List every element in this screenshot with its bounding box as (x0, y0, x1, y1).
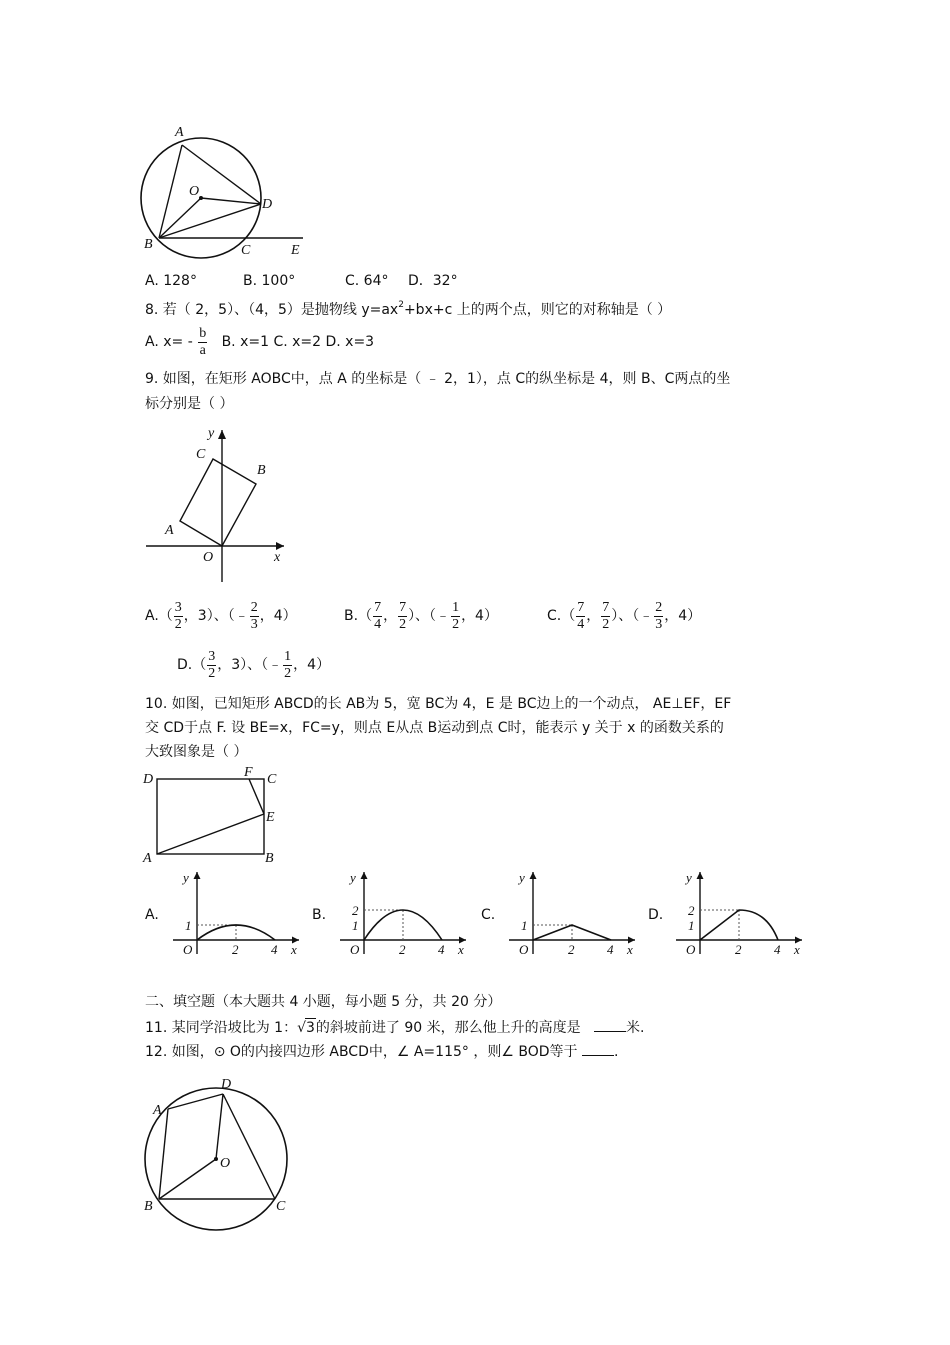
txt: （ (192, 657, 207, 673)
frac-den: 2 (452, 616, 460, 632)
frac-num: 7 (399, 599, 407, 615)
txt: ，4） (461, 608, 498, 624)
frac-den: 2 (399, 616, 407, 632)
txt: ，3）、（﹣ (217, 657, 283, 673)
tick-label: 4 (774, 942, 781, 956)
origin-label: O (519, 942, 529, 956)
fraction (373, 600, 382, 633)
q10-option-label: C. (481, 907, 496, 923)
axis-label-y: y (519, 870, 525, 885)
q9-option-b (344, 596, 498, 636)
opt-label: C. (547, 608, 562, 624)
q8-stem-text-2: +bx+c 上的两个点，则它的对称轴是（ ） (403, 302, 672, 318)
q9-option-d (177, 645, 330, 685)
label-E: E (266, 810, 275, 825)
frac-den: 2 (174, 616, 182, 632)
q7-circle-figure (135, 118, 315, 263)
label-D: D (143, 772, 154, 787)
frac-num: 1 (284, 648, 292, 664)
q10-line3: 大致图象是（ ） (145, 744, 248, 760)
txt: ，4） (293, 657, 331, 673)
q10-graph (332, 868, 472, 956)
axis-label-y: y (686, 870, 692, 885)
fraction (576, 600, 585, 633)
q10-option-label: B. (312, 907, 327, 923)
fraction (398, 600, 407, 633)
label-O: O (220, 1156, 231, 1171)
frac-num: 7 (374, 599, 382, 615)
fraction (654, 600, 663, 633)
q10-graph (668, 868, 808, 956)
opt-label: D. (177, 657, 193, 673)
frac-num: 3 (208, 648, 216, 664)
fraction (174, 600, 183, 633)
label-O: O (203, 550, 214, 565)
q12-circle-figure (135, 1064, 300, 1234)
frac-num: 2 (250, 599, 258, 615)
tick-label: 2 (568, 942, 575, 956)
q10-graph (165, 868, 305, 956)
fraction (283, 649, 292, 682)
txt: ）、（﹣ (611, 608, 654, 624)
y-axis-arrow (530, 872, 537, 879)
axis-label-x: x (627, 942, 633, 956)
origin-label: O (350, 942, 360, 956)
q8-stem (145, 296, 671, 319)
frac-den: 3 (655, 616, 663, 632)
tick-label: 2 (735, 942, 742, 956)
tick-label: 1 (185, 918, 192, 933)
q11-tail: 米. (626, 1020, 645, 1036)
axis-x: x (274, 550, 281, 565)
fraction (207, 649, 216, 682)
answer-blank[interactable] (594, 1019, 626, 1032)
label-C: C (276, 1199, 286, 1214)
q12-tail: . (613, 1044, 619, 1060)
q8-fraction (198, 326, 207, 359)
q9-stem-line2: 标分别是（ ） (145, 396, 234, 412)
q9-stem-line1: 9. 如图，在矩形 AOBC中，点 A 的坐标是（ ﹣ 2，1），点 C的纵坐标是 4，则 B、C两点的坐 (145, 371, 731, 387)
frac-den: 2 (602, 616, 610, 632)
label-B: B (144, 1199, 153, 1214)
q7-option-d: D．32° (408, 273, 458, 289)
tick-label: 2 (399, 942, 406, 956)
label-F: F (244, 765, 253, 780)
label-D: D (221, 1077, 232, 1092)
q7-option-b: B. 100° (243, 273, 296, 289)
txt: ，4） (664, 608, 702, 624)
frac-den: 4 (374, 616, 382, 632)
q10-option-label: A. (145, 907, 159, 923)
q9-option-a (145, 596, 297, 636)
tick-label: 2 (352, 903, 359, 918)
label-C: C (196, 447, 206, 462)
txt: （ (561, 608, 576, 624)
axis-label-x: x (794, 942, 800, 956)
axis-label-x: x (458, 942, 464, 956)
y-axis-arrow (697, 872, 704, 879)
frac-den: 2 (208, 665, 216, 681)
origin-label: O (686, 942, 696, 956)
txt: ， (383, 608, 398, 624)
q11 (145, 1018, 644, 1037)
frac-den: a (199, 342, 206, 358)
q9-option-c (547, 596, 701, 636)
frac-num: 2 (655, 599, 663, 615)
frac-num: 7 (577, 599, 585, 615)
tick-label: 4 (607, 942, 614, 956)
origin-label: O (183, 942, 193, 956)
label-A: A (175, 125, 184, 140)
sqrt-symbol: √ (297, 1020, 306, 1036)
q8-stem-text: 8. 若（ 2，5）、（4，5）是抛物线 y=ax (145, 302, 399, 318)
txt: ， (586, 608, 601, 624)
label-A: A (153, 1103, 162, 1118)
tick-label: 2 (688, 903, 695, 918)
q11-text-2: 的斜坡前进了 90 米，那么他上升的高度是 (315, 1020, 581, 1036)
frac-num: 7 (602, 599, 610, 615)
label-E: E (291, 243, 300, 258)
section-2-title: 二、填空题（本大题共 4 小题，每小题 5 分，共 20 分） (145, 994, 502, 1010)
q10-line1: 10. 如图，已知矩形 ABCD的长 AB为 5，宽 BC为 4，E 是 BC边上的一个动点， AE⊥EF，EF (145, 696, 732, 712)
label-A: A (165, 523, 174, 538)
fraction (250, 600, 259, 633)
q8-exponent: 2 (398, 300, 404, 310)
q7-option-a: A. 128° (145, 273, 197, 289)
answer-blank[interactable] (582, 1043, 614, 1056)
label-C: C (241, 243, 251, 258)
fraction (601, 600, 610, 633)
txt: ，4） (259, 608, 297, 624)
fraction (451, 600, 460, 633)
label-B: B (265, 851, 274, 864)
q10-option-label: D. (648, 907, 664, 923)
txt: ，3）、（﹣ (183, 608, 249, 624)
txt: （ (158, 608, 173, 624)
frac-num: 3 (174, 599, 182, 615)
label-B: B (144, 237, 153, 252)
tick-label: 2 (232, 942, 239, 956)
q10-line2: 交 CD于点 F. 设 BE=x，FC=y，则点 E从点 B运动到点 C时，能表示 y 关于 x 的函数关系的 (145, 720, 724, 736)
txt: ）、（﹣ (408, 608, 451, 624)
frac-num: 1 (452, 599, 460, 615)
label-B: B (257, 463, 266, 478)
q10-graph (501, 868, 641, 956)
opt-label: B. (344, 608, 359, 624)
q9-coordinate-figure (140, 422, 290, 587)
tick-label: 1 (688, 918, 695, 933)
axis-y: y (208, 426, 215, 441)
tick-label: 4 (438, 942, 445, 956)
tick-label: 1 (352, 918, 359, 933)
q8-options-rest: B. x=1 C. x=2 D. x=3 (221, 334, 375, 350)
label-A: A (143, 851, 152, 864)
q12 (145, 1043, 618, 1061)
q10-rectangle-figure (138, 764, 288, 864)
label-O: O (189, 184, 200, 199)
frac-den: 3 (250, 616, 258, 632)
q8-options (145, 322, 374, 362)
q12-text: 12. 如图，⊙ O的内接四边形 ABCD中，∠ A=115° ，则∠ BOD等于 (145, 1044, 578, 1060)
q8-option-a: A. x= - (145, 334, 193, 350)
frac-num: b (199, 325, 207, 341)
opt-label: A. (145, 608, 159, 624)
txt: （ (358, 608, 373, 624)
axis-label-y: y (350, 870, 356, 885)
label-C: C (267, 772, 277, 787)
y-axis-arrow (361, 872, 368, 879)
q11-text: 11. 某同学沿坡比为 1： (145, 1020, 298, 1036)
axis-label-y: y (183, 870, 189, 885)
tick-label: 1 (521, 918, 528, 933)
tick-label: 4 (271, 942, 278, 956)
frac-den: 2 (284, 665, 292, 681)
y-axis-arrow (194, 872, 201, 879)
label-D: D (262, 197, 273, 212)
sqrt-value: 3 (306, 1020, 315, 1036)
axis-label-x: x (291, 942, 297, 956)
frac-den: 4 (577, 616, 585, 632)
q7-option-c: C. 64° (345, 273, 389, 289)
